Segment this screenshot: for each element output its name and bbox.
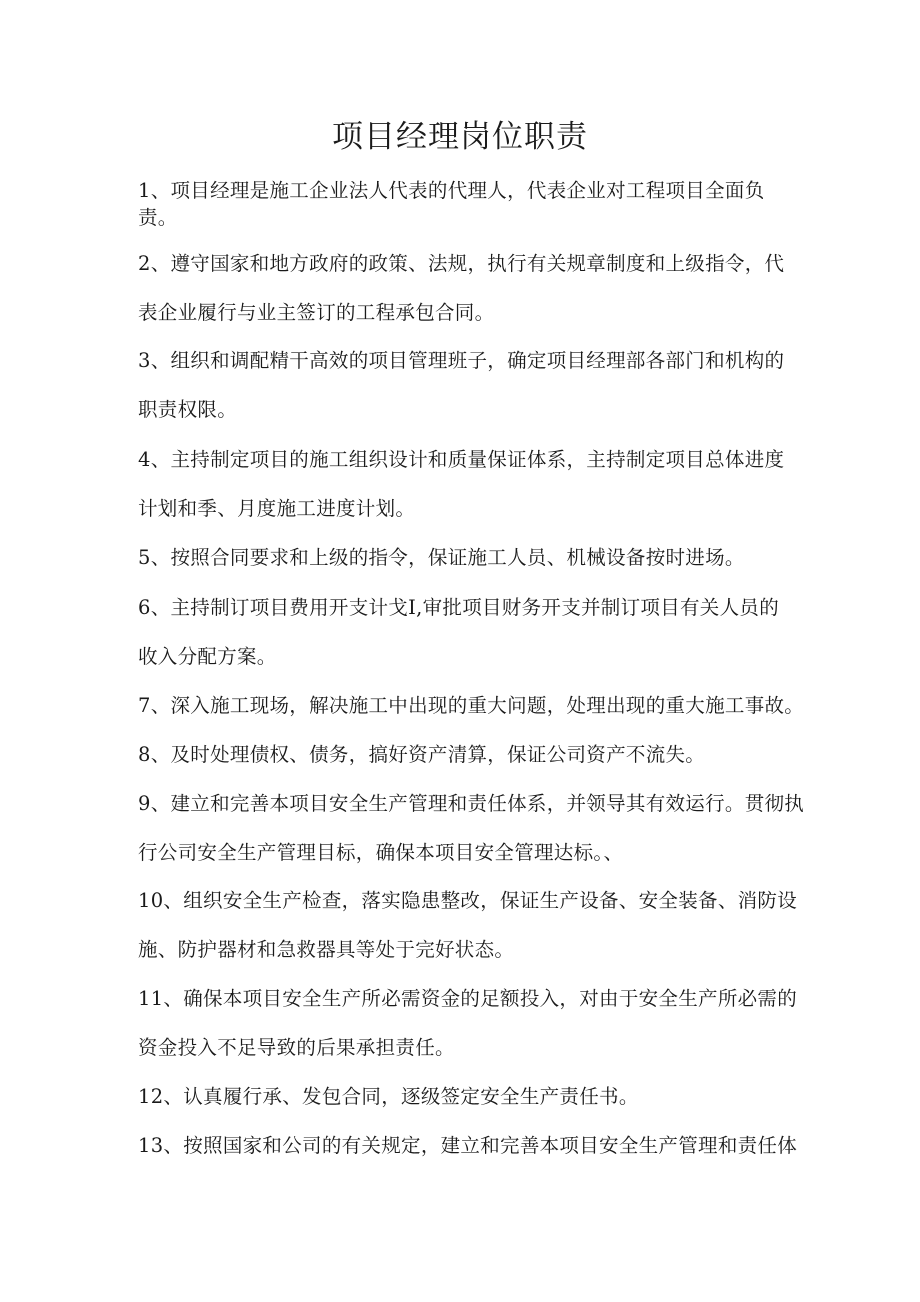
document-title: 项目经理岗位职责 (332, 119, 588, 155)
paragraph-line: 资金投入不足导致的后果承担责任。 (138, 1036, 455, 1059)
paragraph-line: 8、及时处理债权、债务，搞好资产清算，保证公司资产不流失。 (138, 743, 706, 766)
paragraph-line: 6、主持制订项目费用开支计戈I,审批项目财务开支并制订项目有关人员的 (138, 596, 780, 619)
paragraph-line: 5、按照合同要求和上级的指令，保证施工人员、机械设备按时进场。 (138, 546, 745, 569)
paragraph-line: 责。 (138, 206, 178, 229)
paragraph-line: 施、防护器材和急救器具等处于完好状态。 (138, 938, 515, 961)
paragraph-line: 7、深入施工现场，解决施工中出现的重大问题，处理出现的重大施工事故。 (138, 694, 805, 717)
paragraph-line: 3、组织和调配精干高效的项目管理班子，确定项目经理部各部门和机构的 (138, 349, 785, 372)
paragraph-line: 13、按照国家和公司的有关规定，建立和完善本项目安全生产管理和责任体 (138, 1134, 798, 1157)
paragraph-line: 11、确保本项目安全生产所必需资金的足额投入，对由于安全生产所必需的 (138, 987, 798, 1010)
paragraph-line: 4、主持制定项目的施工组织设计和质量保证体系，主持制定项目总体进度 (138, 448, 785, 471)
paragraph-line: 表企业履行与业主签订的工程承包合同。 (138, 301, 495, 324)
paragraph-line: 2、遵守国家和地方政府的政策、法规，执行有关规章制度和上级指令，代 (138, 252, 785, 275)
paragraph-line: 计划和季、月度施工进度计划。 (138, 497, 416, 520)
paragraph-line: 行公司安全生产管理目标，确保本项目安全管理达标。、 (138, 841, 624, 864)
paragraph-line: 收入分配方案。 (138, 645, 277, 668)
paragraph-line: 职责权限。 (138, 398, 238, 421)
paragraph-line: 9、建立和完善本项目安全生产管理和责任体系，并领导其有效运行。贯彻执 (138, 792, 805, 815)
paragraph-line: 10、组织安全生产检查，落实隐患整改，保证生产设备、安全装备、消防设 (138, 889, 798, 912)
paragraph-line: 12、认真履行承、发包合同，逐级签定安全生产责任书。 (138, 1085, 639, 1108)
paragraph-line: 1、项目经理是施工企业法人代表的代理人，代表企业对工程项目全面负 (138, 179, 765, 202)
